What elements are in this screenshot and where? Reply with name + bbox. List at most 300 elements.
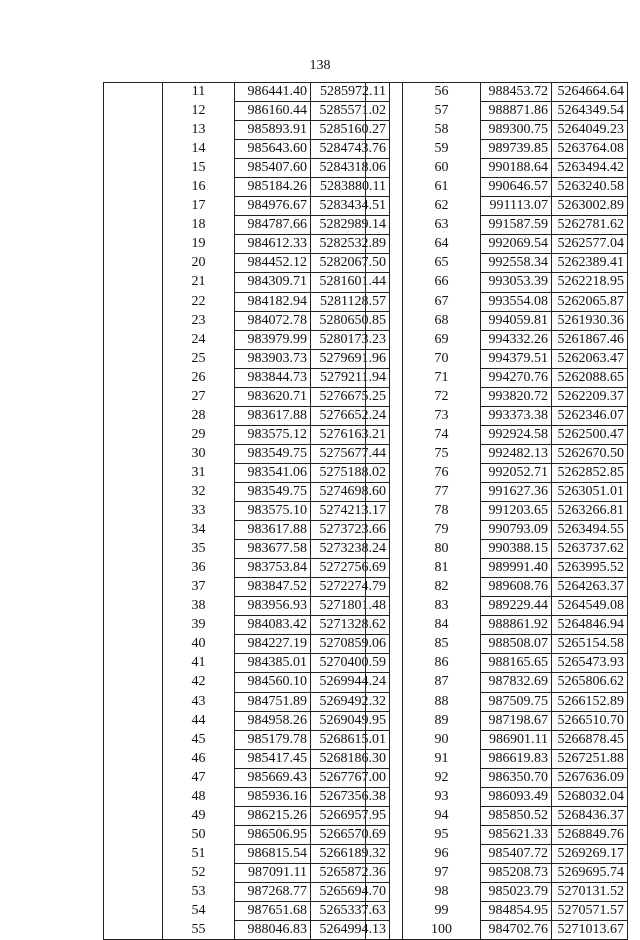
x-coordinate-cell: 985407.72: [481, 844, 552, 863]
x-coordinate-cell: 983753.84: [235, 559, 311, 578]
x-coordinate-cell: 987509.75: [481, 692, 552, 711]
blank-cell: [104, 673, 163, 692]
x-coordinate-cell: 983617.88: [235, 406, 311, 425]
y-coordinate-cell: 5268436.37: [552, 806, 628, 825]
table-row: [104, 406, 390, 425]
point-number-cell: 14: [163, 140, 235, 159]
table-row: [366, 654, 628, 673]
y-coordinate-cell: 5284318.06: [311, 159, 390, 178]
y-coordinate-cell: 5269492.32: [311, 692, 390, 711]
point-number-cell: 67: [403, 292, 481, 311]
blank-cell: [104, 83, 163, 102]
x-coordinate-cell: 993820.72: [481, 387, 552, 406]
blank-cell: [104, 692, 163, 711]
point-number-cell: 44: [163, 711, 235, 730]
point-number-cell: 46: [163, 749, 235, 768]
y-coordinate-cell: 5262346.07: [552, 406, 628, 425]
blank-cell: [366, 806, 403, 825]
point-number-cell: 13: [163, 121, 235, 140]
blank-cell: [104, 787, 163, 806]
point-number-cell: 81: [403, 559, 481, 578]
y-coordinate-cell: 5263494.55: [552, 521, 628, 540]
x-coordinate-cell: 987268.77: [235, 882, 311, 901]
y-coordinate-cell: 5283880.11: [311, 178, 390, 197]
point-number-cell: 57: [403, 102, 481, 121]
x-coordinate-cell: 986901.11: [481, 730, 552, 749]
table-row: [104, 616, 390, 635]
y-coordinate-cell: 5262781.62: [552, 216, 628, 235]
table-row: [366, 673, 628, 692]
point-number-cell: 78: [403, 502, 481, 521]
table-row: [366, 273, 628, 292]
point-number-cell: 36: [163, 559, 235, 578]
x-coordinate-cell: 983549.75: [235, 444, 311, 463]
table-row: [104, 692, 390, 711]
y-coordinate-cell: 5269695.74: [552, 863, 628, 882]
point-number-cell: 68: [403, 311, 481, 330]
table-row: [366, 216, 628, 235]
x-coordinate-cell: 987198.67: [481, 711, 552, 730]
x-coordinate-cell: 983620.71: [235, 387, 311, 406]
x-coordinate-cell: 984182.94: [235, 292, 311, 311]
blank-cell: [366, 368, 403, 387]
y-coordinate-cell: 5264549.08: [552, 597, 628, 616]
point-number-cell: 26: [163, 368, 235, 387]
blank-cell: [366, 178, 403, 197]
table-row: [104, 140, 390, 159]
x-coordinate-cell: 985023.79: [481, 882, 552, 901]
blank-cell: [104, 502, 163, 521]
point-number-cell: 75: [403, 444, 481, 463]
x-coordinate-cell: 992924.58: [481, 425, 552, 444]
point-number-cell: 92: [403, 768, 481, 787]
table-row: [366, 768, 628, 787]
y-coordinate-cell: 5262670.50: [552, 444, 628, 463]
point-number-cell: 25: [163, 349, 235, 368]
x-coordinate-cell: 985407.60: [235, 159, 311, 178]
y-coordinate-cell: 5276163.21: [311, 425, 390, 444]
blank-cell: [104, 711, 163, 730]
y-coordinate-cell: 5270571.57: [552, 902, 628, 921]
y-coordinate-cell: 5276675.25: [311, 387, 390, 406]
blank-cell: [366, 387, 403, 406]
table-row: [104, 559, 390, 578]
y-coordinate-cell: 5274213.17: [311, 502, 390, 521]
x-coordinate-cell: 992558.34: [481, 254, 552, 273]
table-row: [104, 292, 390, 311]
blank-cell: [366, 425, 403, 444]
y-coordinate-cell: 5265154.58: [552, 635, 628, 654]
x-coordinate-cell: 989608.76: [481, 578, 552, 597]
blank-cell: [104, 463, 163, 482]
x-coordinate-cell: 988508.07: [481, 635, 552, 654]
blank-cell: [366, 502, 403, 521]
table-row: [366, 311, 628, 330]
table-row: [104, 673, 390, 692]
blank-cell: [366, 749, 403, 768]
x-coordinate-cell: 985643.60: [235, 140, 311, 159]
x-coordinate-cell: 986093.49: [481, 787, 552, 806]
table-row: [366, 482, 628, 501]
y-coordinate-cell: 5262209.37: [552, 387, 628, 406]
y-coordinate-cell: 5262577.04: [552, 235, 628, 254]
table-row: [366, 254, 628, 273]
point-number-cell: 24: [163, 330, 235, 349]
x-coordinate-cell: 991203.65: [481, 502, 552, 521]
x-coordinate-cell: 984385.01: [235, 654, 311, 673]
point-number-cell: 45: [163, 730, 235, 749]
table-row: [104, 330, 390, 349]
y-coordinate-cell: 5280173.23: [311, 330, 390, 349]
blank-cell: [366, 863, 403, 882]
x-coordinate-cell: 983979.99: [235, 330, 311, 349]
blank-cell: [104, 921, 163, 940]
blank-cell: [104, 292, 163, 311]
y-coordinate-cell: 5282067.50: [311, 254, 390, 273]
table-row: [104, 425, 390, 444]
blank-cell: [366, 540, 403, 559]
point-number-cell: 89: [403, 711, 481, 730]
x-coordinate-cell: 989229.44: [481, 597, 552, 616]
blank-cell: [104, 863, 163, 882]
table-row: [366, 330, 628, 349]
y-coordinate-cell: 5285160.27: [311, 121, 390, 140]
x-coordinate-cell: 983575.10: [235, 502, 311, 521]
table-row: [366, 197, 628, 216]
point-number-cell: 99: [403, 902, 481, 921]
y-coordinate-cell: 5276652.24: [311, 406, 390, 425]
y-coordinate-cell: 5263240.58: [552, 178, 628, 197]
y-coordinate-cell: 5279211.94: [311, 368, 390, 387]
x-coordinate-cell: 983541.06: [235, 463, 311, 482]
point-number-cell: 73: [403, 406, 481, 425]
blank-cell: [366, 292, 403, 311]
point-number-cell: 80: [403, 540, 481, 559]
y-coordinate-cell: 5262389.41: [552, 254, 628, 273]
table-row: [366, 825, 628, 844]
point-number-cell: 96: [403, 844, 481, 863]
y-coordinate-cell: 5284743.76: [311, 140, 390, 159]
table-row: [366, 863, 628, 882]
x-coordinate-cell: 986619.83: [481, 749, 552, 768]
y-coordinate-cell: 5272756.69: [311, 559, 390, 578]
blank-cell: [366, 197, 403, 216]
blank-cell: [366, 597, 403, 616]
table-row: [104, 521, 390, 540]
table-row: [104, 444, 390, 463]
y-coordinate-cell: 5271801.48: [311, 597, 390, 616]
blank-cell: [366, 768, 403, 787]
point-number-cell: 33: [163, 502, 235, 521]
x-coordinate-cell: 985208.73: [481, 863, 552, 882]
table-row: [104, 730, 390, 749]
coordinates-table-left: [103, 82, 390, 940]
blank-cell: [104, 482, 163, 501]
y-coordinate-cell: 5268186.30: [311, 749, 390, 768]
point-number-cell: 62: [403, 197, 481, 216]
y-coordinate-cell: 5272274.79: [311, 578, 390, 597]
x-coordinate-cell: 984072.78: [235, 311, 311, 330]
blank-cell: [104, 882, 163, 901]
point-number-cell: 60: [403, 159, 481, 178]
blank-cell: [366, 121, 403, 140]
y-coordinate-cell: 5262088.65: [552, 368, 628, 387]
blank-cell: [366, 235, 403, 254]
point-number-cell: 51: [163, 844, 235, 863]
table-row: [104, 216, 390, 235]
blank-cell: [366, 844, 403, 863]
point-number-cell: 30: [163, 444, 235, 463]
blank-cell: [366, 521, 403, 540]
table-row: [104, 768, 390, 787]
point-number-cell: 47: [163, 768, 235, 787]
x-coordinate-cell: 991113.07: [481, 197, 552, 216]
blank-cell: [104, 844, 163, 863]
point-number-cell: 91: [403, 749, 481, 768]
blank-cell: [104, 902, 163, 921]
point-number-cell: 50: [163, 825, 235, 844]
blank-cell: [104, 311, 163, 330]
blank-cell: [366, 254, 403, 273]
point-number-cell: 58: [403, 121, 481, 140]
blank-cell: [104, 559, 163, 578]
y-coordinate-cell: 5266189.32: [311, 844, 390, 863]
y-coordinate-cell: 5262500.47: [552, 425, 628, 444]
x-coordinate-cell: 985850.52: [481, 806, 552, 825]
blank-cell: [104, 425, 163, 444]
table-row: [366, 235, 628, 254]
y-coordinate-cell: 5266510.70: [552, 711, 628, 730]
x-coordinate-cell: 994270.76: [481, 368, 552, 387]
point-number-cell: 93: [403, 787, 481, 806]
y-coordinate-cell: 5285972.11: [311, 83, 390, 102]
blank-cell: [366, 578, 403, 597]
y-coordinate-cell: 5263737.62: [552, 540, 628, 559]
point-number-cell: 74: [403, 425, 481, 444]
point-number-cell: 56: [403, 83, 481, 102]
point-number-cell: 19: [163, 235, 235, 254]
x-coordinate-cell: 984958.26: [235, 711, 311, 730]
blank-cell: [104, 121, 163, 140]
y-coordinate-cell: 5263002.89: [552, 197, 628, 216]
point-number-cell: 27: [163, 387, 235, 406]
table-row: [366, 578, 628, 597]
blank-cell: [104, 730, 163, 749]
y-coordinate-cell: 5263266.81: [552, 502, 628, 521]
y-coordinate-cell: 5264664.64: [552, 83, 628, 102]
point-number-cell: 53: [163, 882, 235, 901]
x-coordinate-cell: 988165.65: [481, 654, 552, 673]
blank-cell: [104, 273, 163, 292]
point-number-cell: 41: [163, 654, 235, 673]
table-row: [104, 273, 390, 292]
blank-cell: [366, 692, 403, 711]
y-coordinate-cell: 5265337.63: [311, 902, 390, 921]
x-coordinate-cell: 985417.45: [235, 749, 311, 768]
point-number-cell: 15: [163, 159, 235, 178]
blank-cell: [104, 197, 163, 216]
point-number-cell: 70: [403, 349, 481, 368]
point-number-cell: 21: [163, 273, 235, 292]
x-coordinate-cell: 985669.43: [235, 768, 311, 787]
blank-cell: [366, 83, 403, 102]
y-coordinate-cell: 5281128.57: [311, 292, 390, 311]
point-number-cell: 55: [163, 921, 235, 940]
blank-cell: [366, 921, 403, 940]
x-coordinate-cell: 984309.71: [235, 273, 311, 292]
x-coordinate-cell: 987832.69: [481, 673, 552, 692]
point-number-cell: 63: [403, 216, 481, 235]
blank-cell: [366, 635, 403, 654]
blank-cell: [104, 368, 163, 387]
point-number-cell: 65: [403, 254, 481, 273]
point-number-cell: 32: [163, 482, 235, 501]
table-row: [366, 463, 628, 482]
x-coordinate-cell: 990188.64: [481, 159, 552, 178]
table-row: [104, 159, 390, 178]
coordinates-table-right: [365, 82, 628, 940]
x-coordinate-cell: 984612.33: [235, 235, 311, 254]
point-number-cell: 17: [163, 197, 235, 216]
y-coordinate-cell: 5281601.44: [311, 273, 390, 292]
blank-cell: [366, 349, 403, 368]
point-number-cell: 98: [403, 882, 481, 901]
table-row: [366, 349, 628, 368]
point-number-cell: 42: [163, 673, 235, 692]
blank-cell: [104, 749, 163, 768]
blank-cell: [104, 654, 163, 673]
table-row: [366, 83, 628, 102]
y-coordinate-cell: 5271328.62: [311, 616, 390, 635]
blank-cell: [104, 216, 163, 235]
x-coordinate-cell: 990388.15: [481, 540, 552, 559]
table-row: [366, 749, 628, 768]
y-coordinate-cell: 5262063.47: [552, 349, 628, 368]
table-row: [366, 616, 628, 635]
y-coordinate-cell: 5263995.52: [552, 559, 628, 578]
x-coordinate-cell: 985184.26: [235, 178, 311, 197]
point-number-cell: 22: [163, 292, 235, 311]
x-coordinate-cell: 984854.95: [481, 902, 552, 921]
point-number-cell: 77: [403, 482, 481, 501]
table-row: [104, 311, 390, 330]
table-row: [366, 902, 628, 921]
point-number-cell: 59: [403, 140, 481, 159]
y-coordinate-cell: 5263764.08: [552, 140, 628, 159]
point-number-cell: 35: [163, 540, 235, 559]
y-coordinate-cell: 5266957.95: [311, 806, 390, 825]
point-number-cell: 48: [163, 787, 235, 806]
point-number-cell: 34: [163, 521, 235, 540]
blank-cell: [104, 178, 163, 197]
table-row: [366, 711, 628, 730]
point-number-cell: 18: [163, 216, 235, 235]
y-coordinate-cell: 5266878.45: [552, 730, 628, 749]
x-coordinate-cell: 983903.73: [235, 349, 311, 368]
blank-cell: [366, 102, 403, 121]
table-row: [104, 463, 390, 482]
y-coordinate-cell: 5268615.01: [311, 730, 390, 749]
table-row: [104, 654, 390, 673]
point-number-cell: 86: [403, 654, 481, 673]
point-number-cell: 52: [163, 863, 235, 882]
x-coordinate-cell: 986815.54: [235, 844, 311, 863]
x-coordinate-cell: 994379.51: [481, 349, 552, 368]
blank-cell: [104, 444, 163, 463]
x-coordinate-cell: 986441.40: [235, 83, 311, 102]
x-coordinate-cell: 988871.86: [481, 102, 552, 121]
y-coordinate-cell: 5269049.95: [311, 711, 390, 730]
blank-cell: [366, 559, 403, 578]
blank-cell: [366, 406, 403, 425]
y-coordinate-cell: 5271013.67: [552, 921, 628, 940]
x-coordinate-cell: 983617.88: [235, 521, 311, 540]
y-coordinate-cell: 5275677.44: [311, 444, 390, 463]
table-row: [366, 692, 628, 711]
point-number-cell: 20: [163, 254, 235, 273]
x-coordinate-cell: 988861.92: [481, 616, 552, 635]
y-coordinate-cell: 5270859.06: [311, 635, 390, 654]
y-coordinate-cell: 5263051.01: [552, 482, 628, 501]
x-coordinate-cell: 994059.81: [481, 311, 552, 330]
table-row: [366, 921, 628, 940]
blank-cell: [366, 463, 403, 482]
blank-cell: [366, 273, 403, 292]
y-coordinate-cell: 5264994.13: [311, 921, 390, 940]
x-coordinate-cell: 985621.33: [481, 825, 552, 844]
blank-cell: [366, 902, 403, 921]
y-coordinate-cell: 5270131.52: [552, 882, 628, 901]
table-row: [104, 235, 390, 254]
y-coordinate-cell: 5267636.09: [552, 768, 628, 787]
table-row: [366, 102, 628, 121]
x-coordinate-cell: 984702.76: [481, 921, 552, 940]
blank-cell: [366, 616, 403, 635]
table-row: [366, 882, 628, 901]
point-number-cell: 82: [403, 578, 481, 597]
blank-cell: [104, 102, 163, 121]
x-coordinate-cell: 984976.67: [235, 197, 311, 216]
y-coordinate-cell: 5261867.46: [552, 330, 628, 349]
x-coordinate-cell: 987091.11: [235, 863, 311, 882]
blank-cell: [104, 768, 163, 787]
point-number-cell: 40: [163, 635, 235, 654]
table-row: [104, 787, 390, 806]
table-row: [104, 863, 390, 882]
point-number-cell: 12: [163, 102, 235, 121]
x-coordinate-cell: 986160.44: [235, 102, 311, 121]
y-coordinate-cell: 5282989.14: [311, 216, 390, 235]
blank-cell: [104, 825, 163, 844]
point-number-cell: 69: [403, 330, 481, 349]
x-coordinate-cell: 983575.12: [235, 425, 311, 444]
x-coordinate-cell: 983844.73: [235, 368, 311, 387]
blank-cell: [366, 882, 403, 901]
y-coordinate-cell: 5264349.54: [552, 102, 628, 121]
y-coordinate-cell: 5283434.51: [311, 197, 390, 216]
table-row: [104, 254, 390, 273]
x-coordinate-cell: 984452.12: [235, 254, 311, 273]
blank-cell: [104, 387, 163, 406]
table-row: [366, 597, 628, 616]
y-coordinate-cell: 5275188.02: [311, 463, 390, 482]
x-coordinate-cell: 984751.89: [235, 692, 311, 711]
y-coordinate-cell: 5269269.17: [552, 844, 628, 863]
x-coordinate-cell: 985179.78: [235, 730, 311, 749]
point-number-cell: 95: [403, 825, 481, 844]
x-coordinate-cell: 988046.83: [235, 921, 311, 940]
table-row: [104, 349, 390, 368]
